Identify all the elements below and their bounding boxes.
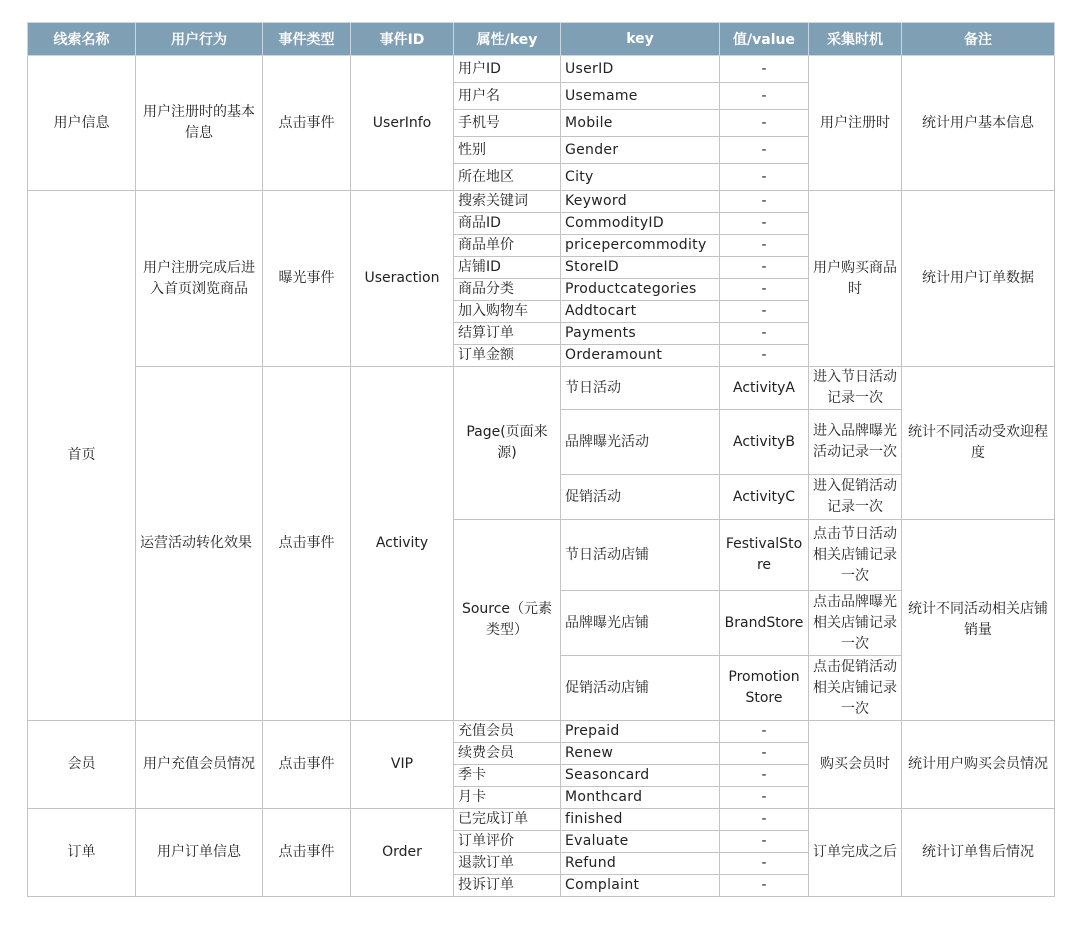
event-type-vip: 点击事件 [263,721,351,809]
note-useraction: 统计用户订单数据 [902,191,1055,367]
value-cell: ActivityC [720,475,809,520]
timing-user-info: 用户注册时 [809,56,902,191]
behavior-activity: 运营活动转化效果 [136,367,263,721]
value-cell: - [720,787,809,809]
key-cell: Refund [561,853,720,875]
attribute-cell: 商品单价 [454,235,561,257]
tracking-plan-table [27,22,1055,897]
key-cell: Usemame [561,83,720,110]
value-cell: - [720,164,809,191]
value-cell: - [720,809,809,831]
key-cell: Keyword [561,191,720,213]
attribute-cell: 商品ID [454,213,561,235]
key-cell: Gender [561,137,720,164]
value-cell: - [720,257,809,279]
header-collection-timing: 采集时机 [809,23,902,56]
header-event-type: 事件类型 [263,23,351,56]
value-cell: BrandStore [720,591,809,656]
timing-vip: 购买会员时 [809,721,902,809]
key-cell: UserID [561,56,720,83]
key-cell: pricepercommodity [561,235,720,257]
attribute-source: Source（元素类型） [454,520,561,721]
header-clue-name: 线索名称 [28,23,136,56]
key-cell: 品牌曝光活动 [561,410,720,475]
timing-cell: 点击节日活动相关店铺记录一次 [809,520,902,591]
event-type-activity: 点击事件 [263,367,351,721]
attribute-cell: 季卡 [454,765,561,787]
key-cell: Mobile [561,110,720,137]
event-id-vip: VIP [351,721,454,809]
attribute-cell: 搜索关键词 [454,191,561,213]
event-type-useraction: 曝光事件 [263,191,351,367]
key-cell: Complaint [561,875,720,897]
value-cell: - [720,83,809,110]
value-cell: - [720,301,809,323]
value-cell: FestivalStore [720,520,809,591]
timing-cell: 进入品牌曝光活动记录一次 [809,410,902,475]
value-cell: - [720,721,809,743]
attribute-cell: 已完成订单 [454,809,561,831]
key-cell: 促销活动 [561,475,720,520]
timing-cell: 点击促销活动相关店铺记录一次 [809,656,902,721]
key-cell: Monthcard [561,787,720,809]
attribute-cell: 订单评价 [454,831,561,853]
note-order: 统计订单售后情况 [902,809,1055,897]
attribute-cell: 续费会员 [454,743,561,765]
table-row [28,721,1055,743]
event-id-useraction: Useraction [351,191,454,367]
clue-user-info: 用户信息 [28,56,136,191]
key-cell: Orderamount [561,345,720,367]
key-cell: 节日活动 [561,367,720,410]
value-cell: - [720,213,809,235]
timing-order: 订单完成之后 [809,809,902,897]
header-attribute-key: 属性/key [454,23,561,56]
key-cell: 节日活动店铺 [561,520,720,591]
attribute-cell: 月卡 [454,787,561,809]
value-cell: - [720,191,809,213]
note-source: 统计不同活动相关店铺销量 [902,520,1055,721]
value-cell: - [720,853,809,875]
key-cell: 促销活动店铺 [561,656,720,721]
header-key: key [561,23,720,56]
attribute-cell: 充值会员 [454,721,561,743]
value-cell: - [720,56,809,83]
timing-cell: 点击品牌曝光相关店铺记录一次 [809,591,902,656]
event-type-user-info: 点击事件 [263,56,351,191]
value-cell: - [720,279,809,301]
header-row [28,23,1055,56]
value-cell: - [720,235,809,257]
attribute-page: Page(页面来源) [454,367,561,520]
attribute-cell: 订单金额 [454,345,561,367]
attribute-cell: 加入购物车 [454,301,561,323]
value-cell: Promotion Store [720,656,809,721]
attribute-cell: 店铺ID [454,257,561,279]
value-cell: - [720,345,809,367]
key-cell: Addtocart [561,301,720,323]
key-cell: Evaluate [561,831,720,853]
clue-vip: 会员 [28,721,136,809]
attribute-cell: 投诉订单 [454,875,561,897]
key-cell: 品牌曝光店铺 [561,591,720,656]
attribute-cell: 性别 [454,137,561,164]
behavior-vip: 用户充值会员情况 [136,721,263,809]
value-cell: - [720,765,809,787]
value-cell: - [720,110,809,137]
value-cell: ActivityA [720,367,809,410]
key-cell: City [561,164,720,191]
behavior-user-info: 用户注册时的基本信息 [136,56,263,191]
key-cell: Payments [561,323,720,345]
note-user-info: 统计用户基本信息 [902,56,1055,191]
value-cell: - [720,875,809,897]
clue-home: 首页 [28,191,136,721]
behavior-useraction: 用户注册完成后进入首页浏览商品 [136,191,263,367]
header-remarks: 备注 [902,23,1055,56]
value-cell: - [720,137,809,164]
timing-cell: 进入促销活动记录一次 [809,475,902,520]
note-vip: 统计用户购买会员情况 [902,721,1055,809]
attribute-cell: 所在地区 [454,164,561,191]
attribute-cell: 手机号 [454,110,561,137]
attribute-cell: 商品分类 [454,279,561,301]
behavior-order: 用户订单信息 [136,809,263,897]
key-cell: Seasoncard [561,765,720,787]
attribute-cell: 退款订单 [454,853,561,875]
header-event-id: 事件ID [351,23,454,56]
header-user-behavior: 用户行为 [136,23,263,56]
table-row [28,809,1055,831]
key-cell: CommodityID [561,213,720,235]
attribute-cell: 用户名 [454,83,561,110]
value-cell: - [720,831,809,853]
key-cell: Renew [561,743,720,765]
attribute-cell: 用户ID [454,56,561,83]
event-id-order: Order [351,809,454,897]
timing-useraction: 用户购买商品时 [809,191,902,367]
event-id-activity: Activity [351,367,454,721]
key-cell: StoreID [561,257,720,279]
clue-order: 订单 [28,809,136,897]
value-cell: - [720,743,809,765]
value-cell: - [720,323,809,345]
timing-cell: 进入节日活动记录一次 [809,367,902,410]
event-id-user-info: UserInfo [351,56,454,191]
note-page: 统计不同活动受欢迎程度 [902,367,1055,520]
key-cell: Productcategories [561,279,720,301]
table-row [28,191,1055,213]
key-cell: Prepaid [561,721,720,743]
table-row [28,56,1055,83]
key-cell: finished [561,809,720,831]
event-type-order: 点击事件 [263,809,351,897]
attribute-cell: 结算订单 [454,323,561,345]
header-value: 值/value [720,23,809,56]
table-row [28,367,1055,410]
value-cell: ActivityB [720,410,809,475]
